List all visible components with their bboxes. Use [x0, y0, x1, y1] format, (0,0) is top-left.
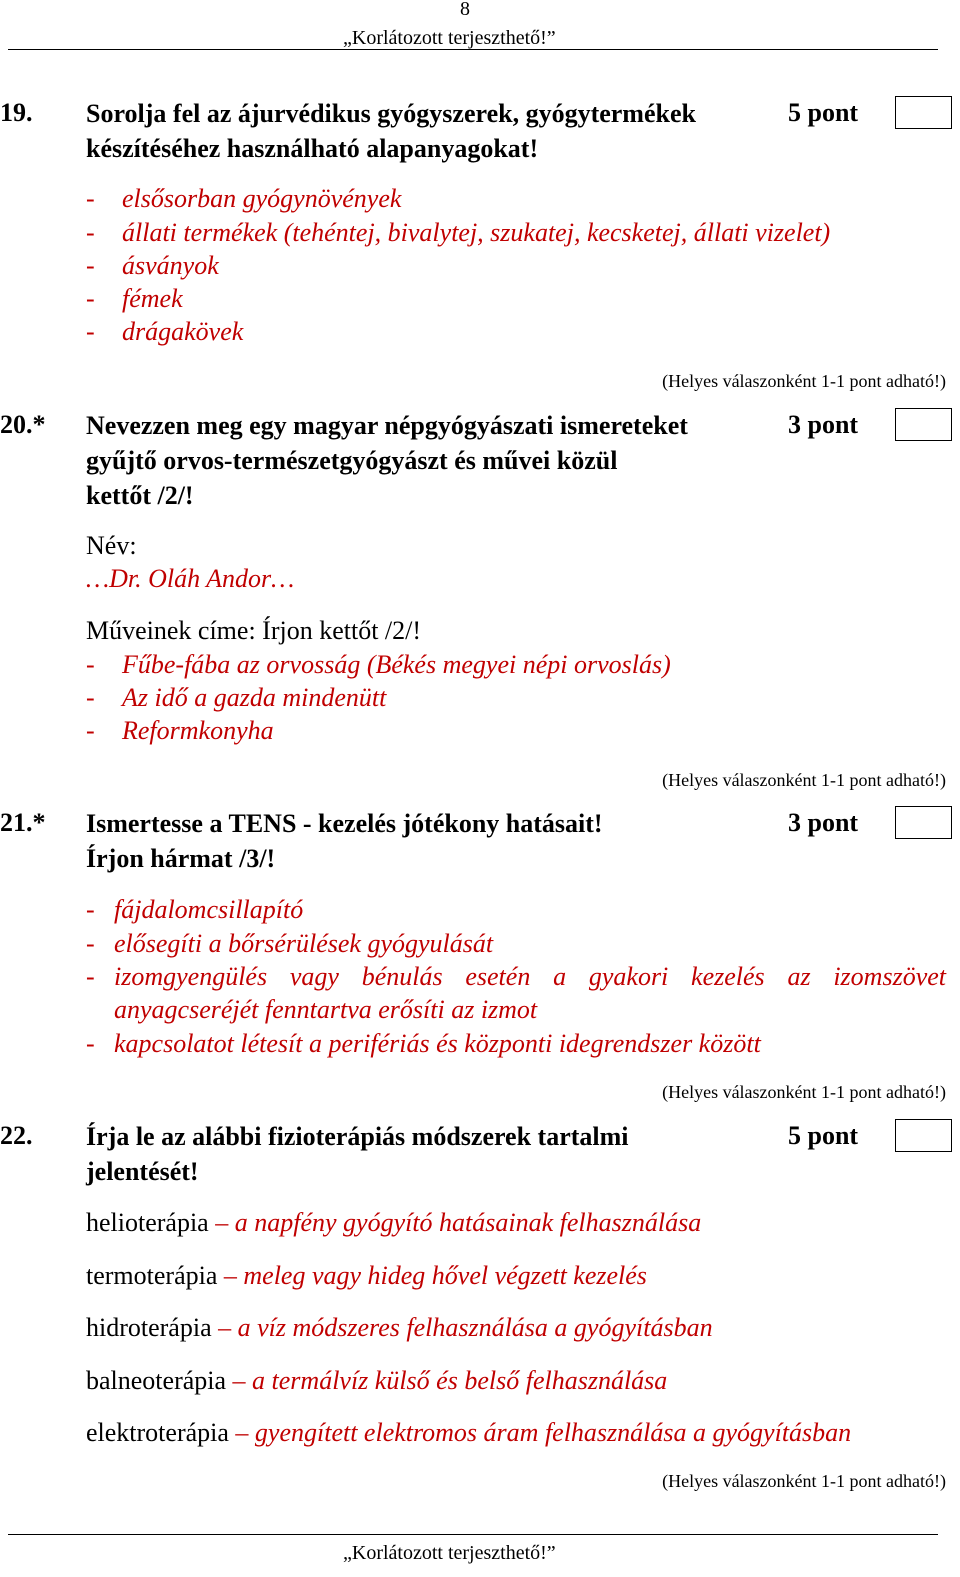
- question-20-number: 20.*: [0, 410, 46, 439]
- scoring-note: (Helyes válaszonként 1-1 pont adható!): [662, 1082, 946, 1102]
- therapy-meaning: a víz módszeres felhasználása a gyógyításban: [237, 1313, 713, 1342]
- question-20-text: Nevezzen meg egy magyar népgyógyászati ismereteket gyűjtő orvos-természetgyógyászt és művei közül kettőt /2/!: [86, 411, 688, 510]
- question-21-number: 21.*: [0, 808, 46, 837]
- therapy-term: termoterápia: [86, 1261, 218, 1290]
- list-bullet: -: [86, 251, 95, 280]
- name-answer: …Dr. Oláh Andor…: [86, 564, 295, 593]
- list-bullet: -: [86, 716, 95, 745]
- answer-item: fémek: [122, 284, 183, 313]
- scoring-note: (Helyes válaszonként 1-1 pont adható!): [662, 371, 946, 391]
- list-bullet: -: [86, 284, 95, 313]
- question-19-points: 5 pont: [788, 98, 859, 127]
- work-title: Az idő a gazda mindenütt: [122, 683, 387, 712]
- question-21-text: Ismertesse a TENS - kezelés jótékony hatásait! Írjon hármat /3/!: [86, 809, 603, 873]
- header-divider: [8, 49, 938, 50]
- therapy-term: elektroterápia: [86, 1418, 229, 1447]
- question-20-points: 3 pont: [788, 410, 859, 439]
- therapy-term: balneoterápia: [86, 1366, 227, 1395]
- answer-item: drágakövek: [122, 317, 244, 346]
- answer-item: állati termékek (tehéntej, bivalytej, szukatej, kecsketej, állati vizelet): [122, 218, 831, 247]
- footer-restriction: „Korlátozott terjeszthető!”: [343, 1542, 556, 1564]
- therapy-meaning: a termálvíz külső és belső felhasználása: [252, 1366, 668, 1395]
- definition-dash: –: [235, 1418, 249, 1447]
- question-22-points: 5 pont: [788, 1121, 859, 1150]
- list-bullet: -: [86, 683, 95, 712]
- question-19-score-box[interactable]: [895, 96, 952, 129]
- therapy-definition: [86, 1208, 701, 1238]
- therapy-definition: [86, 1261, 647, 1291]
- question-19-text: Sorolja fel az ájurvédikus gyógyszerek, gyógytermékek készítéséhez használható alapanyagokat!: [86, 99, 696, 163]
- therapy-meaning: meleg vagy hideg hővel végzett kezelés: [243, 1261, 647, 1290]
- list-bullet: -: [86, 218, 95, 247]
- page-number: 8: [460, 0, 470, 20]
- work-title: Reformkonyha: [122, 716, 274, 745]
- list-bullet: -: [86, 895, 95, 924]
- answer-item: elsősorban gyógynövények: [122, 184, 402, 213]
- question-22-score-box[interactable]: [895, 1119, 952, 1152]
- therapy-term: helioterápia: [86, 1208, 209, 1237]
- works-label: Műveinek címe: Írjon kettőt /2/!: [86, 616, 422, 645]
- therapy-definition: [86, 1366, 667, 1396]
- definition-dash: –: [232, 1366, 246, 1395]
- name-label: Név:: [86, 531, 137, 560]
- header-restriction: „Korlátozott terjeszthető!”: [343, 27, 556, 49]
- scoring-note: (Helyes válaszonként 1-1 pont adható!): [662, 1471, 946, 1491]
- list-bullet: -: [86, 962, 95, 991]
- answer-item: ásványok: [122, 251, 219, 280]
- answer-item: elősegíti a bőrsérülések gyógyulását: [114, 929, 494, 958]
- therapy-term: hidroterápia: [86, 1313, 212, 1342]
- definition-dash: –: [218, 1313, 232, 1342]
- footer-divider: [8, 1534, 938, 1535]
- therapy-definition: [86, 1313, 713, 1343]
- question-22-number: 22.: [0, 1121, 33, 1150]
- question-21-score-box[interactable]: [895, 806, 952, 839]
- answer-item-continuation: anyagcseréjét fenntartva erősíti az izmot: [114, 995, 538, 1024]
- list-bullet: -: [86, 1029, 95, 1058]
- question-19-number: 19.: [0, 98, 33, 127]
- therapy-meaning: gyengített elektromos áram felhasználása a gyógyításban: [254, 1418, 852, 1447]
- list-bullet: -: [86, 184, 95, 213]
- answer-item: fájdalomcsillapító: [114, 895, 304, 924]
- question-20-score-box[interactable]: [895, 408, 952, 441]
- list-bullet: -: [86, 929, 95, 958]
- work-title: Fűbe-fába az orvosság (Békés megyei népi orvoslás): [122, 650, 671, 679]
- definition-dash: –: [223, 1261, 237, 1290]
- list-bullet: -: [86, 650, 95, 679]
- list-bullet: -: [86, 317, 95, 346]
- scoring-note: (Helyes válaszonként 1-1 pont adható!): [662, 770, 946, 790]
- answer-item: kapcsolatot létesít a perifériás és központi idegrendszer között: [114, 1029, 761, 1058]
- question-22-text: Írja le az alábbi fizioterápiás módszerek tartalmi jelentését!: [86, 1122, 629, 1186]
- definition-dash: –: [215, 1208, 229, 1237]
- therapy-meaning: a napfény gyógyító hatásainak felhasználása: [234, 1208, 702, 1237]
- answer-item: izomgyengülés vagy bénulás esetén a gyakori kezelés az izomszövet: [114, 962, 946, 991]
- therapy-definition: [86, 1418, 851, 1448]
- question-21-points: 3 pont: [788, 808, 859, 837]
